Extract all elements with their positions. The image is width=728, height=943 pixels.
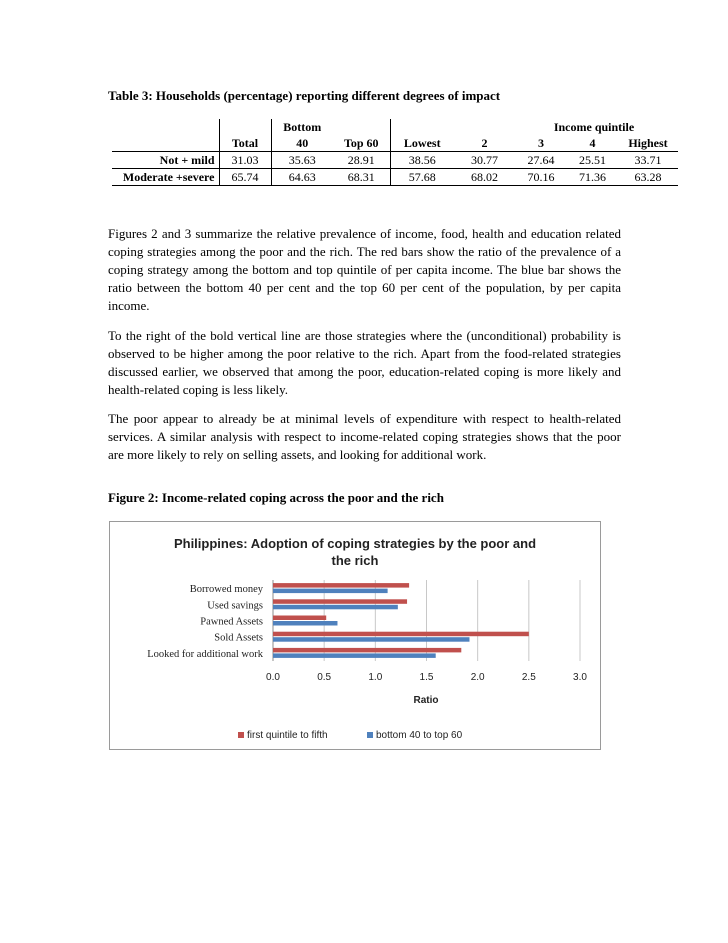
- bar-first-quintile: [273, 599, 407, 604]
- x-axis-label: Ratio: [413, 695, 439, 706]
- header-income-quintile: Income quintile: [553, 119, 635, 134]
- paragraph-1: Figures 2 and 3 summarize the relative prevalence of income, food, health and education related coping strategies among the poor and the rich. The red bars show the ratio of the prevalence of a coping strategy among the bottom and top quintile of per capita income. The blue bar shows the ratio between the bottom 40 per cent and the top 60 per cent of the population, by per capita income.: [108, 226, 621, 313]
- header-bottom40-line2: 40: [271, 135, 333, 152]
- row-label: Not + mild: [159, 152, 215, 167]
- x-tick-label: 0.0: [266, 672, 280, 683]
- chart-area: [109, 521, 601, 750]
- header-q2: 2: [481, 135, 488, 150]
- table-cell: 35.63: [271, 152, 333, 169]
- legend-label-first-quintile: first quintile to fifth: [247, 730, 328, 741]
- legend-label-bottom40: bottom 40 to top 60: [376, 730, 463, 741]
- header-row-top: [112, 119, 678, 135]
- x-tick-label: 1.5: [419, 672, 434, 683]
- x-tick-label: 2.5: [521, 672, 536, 683]
- table-cell: 31.03: [219, 152, 271, 169]
- table-cell: 57.68: [390, 169, 454, 186]
- bar-first-quintile: [273, 632, 529, 637]
- table-cell: 64.63: [271, 169, 333, 186]
- table-cell: 28.91: [347, 152, 375, 167]
- x-tick-label: 1.0: [368, 672, 383, 683]
- y-category-label: Sold Assets: [214, 632, 263, 644]
- header-row-bottom: [112, 135, 678, 152]
- bar-first-quintile: [273, 616, 326, 621]
- header-bottom40-line1: Bottom: [271, 119, 333, 135]
- y-category-label: Used savings: [207, 600, 263, 612]
- bar-bottom40: [273, 621, 337, 626]
- row-label: Moderate +severe: [122, 169, 215, 184]
- table-cell: 68.02: [471, 169, 498, 184]
- header-total: Total: [219, 135, 271, 152]
- bar-bottom40: [273, 605, 398, 610]
- y-category-label: Borrowed money: [189, 584, 263, 596]
- table-cell: 63.28: [634, 169, 662, 184]
- bar-bottom40: [273, 589, 388, 594]
- bar-bottom40: [273, 653, 436, 658]
- bar-chart: [110, 522, 600, 749]
- header-top60: Top 60: [343, 135, 379, 150]
- figure-title: Figure 2: Income-related coping across the poor and the rich: [108, 490, 444, 505]
- header-lowest: Lowest: [390, 135, 454, 152]
- table-row: [112, 152, 678, 169]
- table-cell: 30.77: [471, 152, 498, 167]
- x-tick-label: 3.0: [573, 672, 587, 683]
- x-tick-label: 2.0: [470, 672, 485, 683]
- bar-first-quintile: [273, 583, 409, 588]
- table-cell: 27.64: [527, 152, 555, 167]
- y-category-label: Pawned Assets: [200, 616, 263, 628]
- table-cell: 71.36: [579, 169, 606, 184]
- x-tick-label: 0.5: [317, 672, 332, 683]
- table-title: Table 3: Households (percentage) reporting different degrees of impact: [108, 88, 501, 103]
- table-cell: 33.71: [634, 152, 662, 167]
- table-cell: 25.51: [579, 152, 606, 167]
- plot-area: [147, 580, 587, 683]
- chart-title-line2: the rich: [331, 553, 379, 568]
- impact-table: [112, 119, 678, 186]
- y-category-label: Looked for additional work: [147, 648, 263, 660]
- paragraph-3: The poor appear to already be at minimal levels of expenditure with respect to health-related services. A similar analysis with respect to income-related coping strategies shows that the poor are more likely to rely on selling assets, and looking for additional work.: [108, 411, 621, 462]
- table-cell: 65.74: [219, 169, 271, 186]
- legend-swatch-blue: [367, 732, 373, 738]
- bar-first-quintile: [273, 648, 461, 653]
- table-row: [112, 169, 678, 186]
- chart-title-line1: Philippines: Adoption of coping strategies by the poor and: [173, 536, 537, 551]
- table-cell: 38.56: [390, 152, 454, 169]
- bar-bottom40: [273, 637, 469, 642]
- header-q3: 3: [538, 135, 544, 150]
- legend: [238, 730, 463, 741]
- header-q4: 4: [589, 135, 596, 150]
- table-cell: 68.31: [347, 169, 375, 184]
- paragraph-2: To the right of the bold vertical line are those strategies where the (unconditional) probability is observed to be higher among the poor relative to the rich. Apart from the food-related strategies discussed earlier, we observed that among the poor, education-related coping is more likely and health-related coping is less likely.: [108, 328, 621, 397]
- header-highest: Highest: [628, 135, 668, 150]
- legend-swatch-red: [238, 732, 244, 738]
- table-cell: 70.16: [527, 169, 555, 184]
